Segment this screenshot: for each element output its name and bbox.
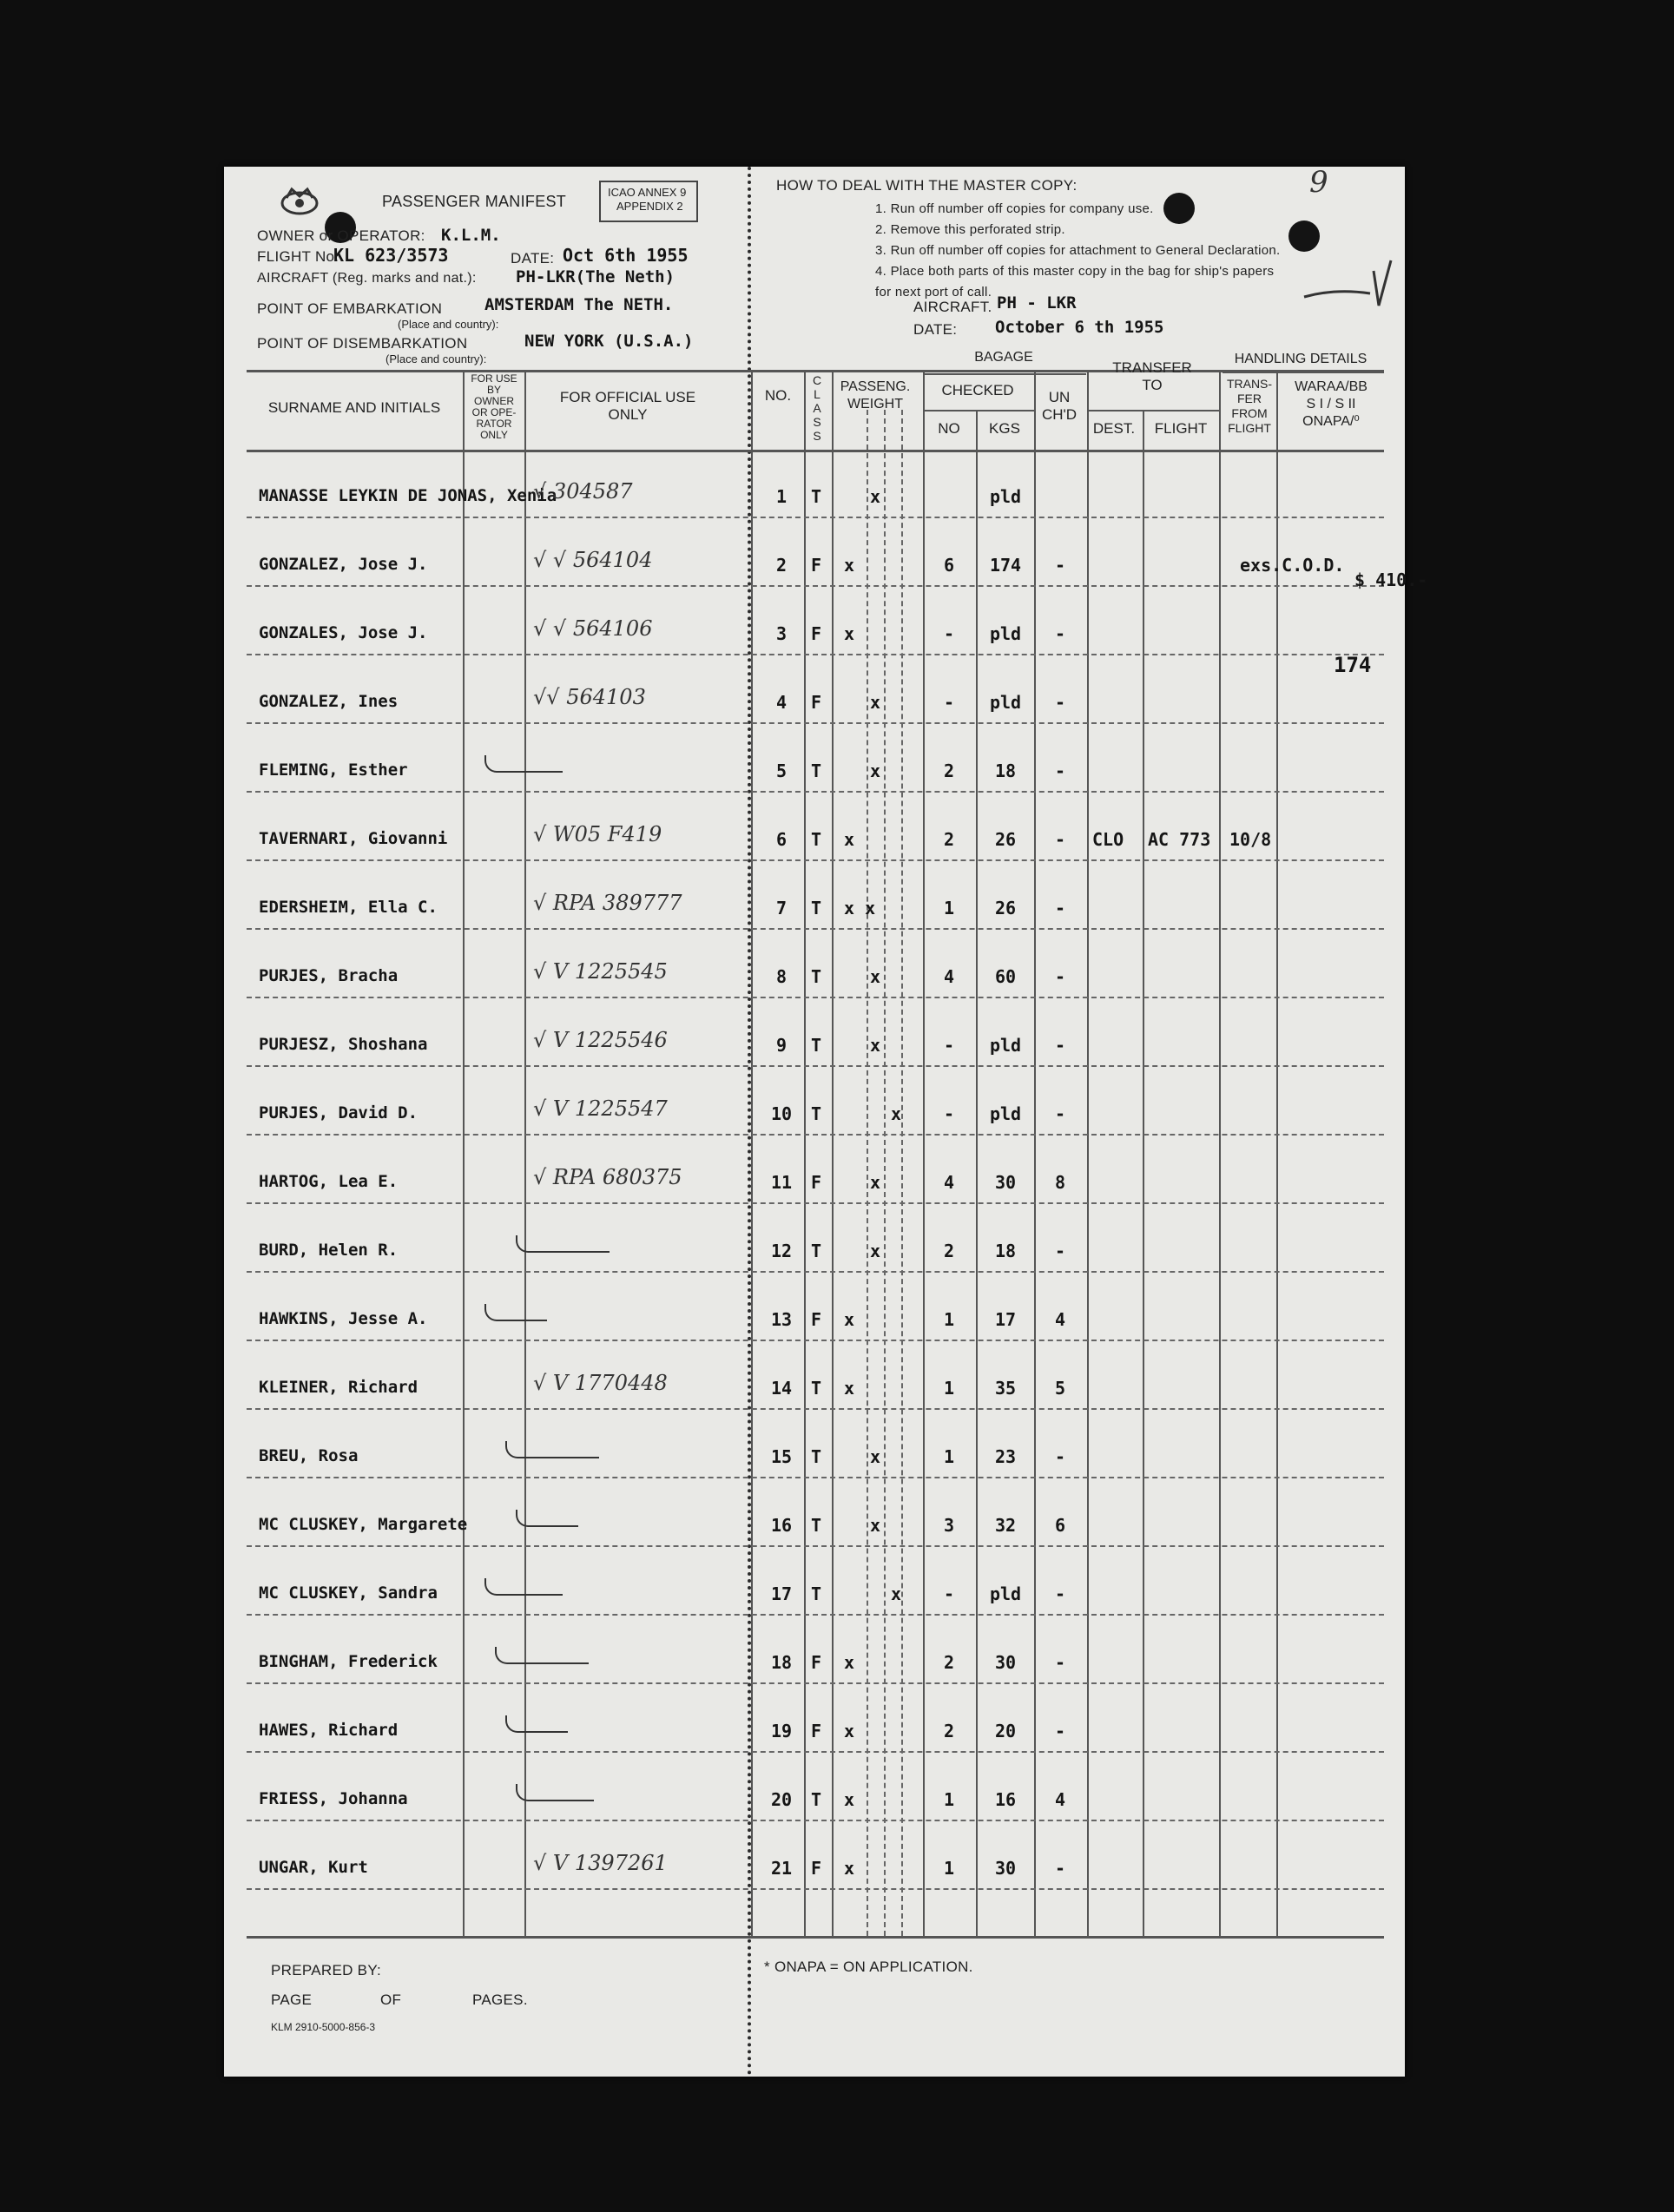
cell-unchecked: - xyxy=(1054,1583,1066,1604)
cell-no: 6 xyxy=(775,829,788,850)
cell-class: F xyxy=(811,1309,822,1330)
header-line: ONLY xyxy=(480,429,508,441)
cell-weight-mark: x xyxy=(844,1789,855,1810)
annex-line1: ICAO ANNEX 9 xyxy=(608,186,687,199)
instruction-item: 2. Remove this perforated strip. xyxy=(875,222,1065,237)
cell-kgs: 32 xyxy=(994,1515,1017,1536)
cell-weight-mark: x xyxy=(844,1309,855,1330)
punch-hole xyxy=(1288,221,1320,252)
cell-bag-no: - xyxy=(943,623,955,644)
cell-unchecked: - xyxy=(1054,623,1066,644)
owner-value: K.L.M. xyxy=(441,226,501,245)
cell-unchecked: - xyxy=(1054,829,1066,850)
header-line: FOR USE xyxy=(471,372,517,385)
disembarkation-value: NEW YORK (U.S.A.) xyxy=(524,332,694,351)
table-row xyxy=(224,736,1405,806)
cell-official: √ V 1225545 xyxy=(533,959,668,984)
table-row xyxy=(224,1491,1405,1560)
cell-bag-no: 4 xyxy=(943,966,955,987)
col-header-transfer-from xyxy=(1223,377,1276,436)
cell-name: FLEMING, Esther xyxy=(259,760,408,780)
col-header-class xyxy=(804,373,830,443)
cell-bag-no: 1 xyxy=(943,1446,955,1467)
table-row xyxy=(224,1765,1405,1834)
cell-unchecked: - xyxy=(1054,692,1066,713)
header-line: WEIGHT xyxy=(847,397,903,411)
cell-name: MANASSE LEYKIN DE JONAS, Xenia xyxy=(259,486,557,505)
cell-class: T xyxy=(811,829,822,850)
cell-weight-mark: x xyxy=(870,1446,881,1467)
cell-kgs: 35 xyxy=(994,1378,1017,1399)
header-line: TRANS- xyxy=(1226,377,1273,391)
cell-weight-mark: x xyxy=(844,829,855,850)
cell-class: F xyxy=(811,1858,822,1879)
cell-weight-mark: x xyxy=(891,1103,902,1124)
cell-bag-no: 2 xyxy=(943,1652,955,1673)
cell-unchecked: 4 xyxy=(1054,1789,1066,1810)
col-header-dest: DEST. xyxy=(1092,420,1136,437)
cell-weight-mark: x xyxy=(870,760,881,781)
cell-class: T xyxy=(811,966,822,987)
cell-name: FRIESS, Johanna xyxy=(259,1789,408,1808)
aircraft-value: PH-LKR(The Neth) xyxy=(516,267,676,286)
cell-no: 7 xyxy=(775,898,788,918)
table-row xyxy=(224,530,1405,600)
cell-flight: AC 773 xyxy=(1148,829,1211,850)
header-line: OWNER xyxy=(474,395,514,407)
cell-name: EDERSHEIM, Ella C. xyxy=(259,898,438,917)
place-country-hint: (Place and country): xyxy=(386,352,487,365)
table-row xyxy=(224,462,1405,531)
cell-bag-no: 1 xyxy=(943,898,955,918)
annex-line2: APPENDIX 2 xyxy=(616,200,683,213)
col-header-transfer-to xyxy=(1087,359,1217,394)
cell-official: √ W05 F419 xyxy=(533,822,662,846)
handwritten-check-mark xyxy=(495,1647,589,1664)
cell-name: KLEINER, Richard xyxy=(259,1378,418,1397)
cell-weight-mark: x xyxy=(870,486,881,507)
cell-no: 17 xyxy=(770,1583,793,1604)
cell-bag-no: - xyxy=(943,1583,955,1604)
cell-kgs: 23 xyxy=(994,1446,1017,1467)
klm-crown-logo xyxy=(280,186,320,215)
cell-class: T xyxy=(811,1583,822,1604)
cell-kgs: 20 xyxy=(994,1721,1017,1741)
col-header-waraa xyxy=(1280,379,1382,431)
cell-class: T xyxy=(811,898,822,918)
col-header-official-use xyxy=(528,389,728,424)
cell-kgs: 17 xyxy=(994,1309,1017,1330)
cell-name: PURJES, Bracha xyxy=(259,966,399,985)
cell-name: BURD, Helen R. xyxy=(259,1241,399,1260)
cell-name: UNGAR, Kurt xyxy=(259,1858,368,1877)
instr-aircraft-label: AIRCRAFT. xyxy=(913,299,992,315)
table-row xyxy=(224,1833,1405,1903)
table-row xyxy=(224,1285,1405,1354)
cell-unchecked: - xyxy=(1054,1652,1066,1673)
cell-bag-no: 1 xyxy=(943,1858,955,1879)
cell-kgs: 60 xyxy=(994,966,1017,987)
cell-class: T xyxy=(811,1789,822,1810)
header-line: FROM xyxy=(1231,406,1268,420)
flight-label: FLIGHT No. xyxy=(257,248,339,265)
cell-unchecked: - xyxy=(1054,760,1066,781)
cell-class: F xyxy=(811,1721,822,1741)
instr-date-label: DATE: xyxy=(913,321,958,338)
header-line: L xyxy=(814,387,821,401)
header-line: BY xyxy=(486,384,501,396)
cell-no: 9 xyxy=(775,1035,788,1056)
table-row xyxy=(224,1559,1405,1629)
cell-class: T xyxy=(811,1378,822,1399)
cell-no: 5 xyxy=(775,760,788,781)
table-row xyxy=(224,1079,1405,1149)
cell-no: 8 xyxy=(775,966,788,987)
cell-no: 11 xyxy=(770,1172,793,1193)
cell-unchecked: - xyxy=(1054,1721,1066,1741)
cell-class: F xyxy=(811,623,822,644)
cell-kgs: pld xyxy=(989,1103,1022,1124)
cell-no: 1 xyxy=(775,486,788,507)
embarkation-value: AMSTERDAM The NETH. xyxy=(484,295,674,314)
cell-name: MC CLUSKEY, Sandra xyxy=(259,1583,438,1603)
cell-class: T xyxy=(811,1241,822,1261)
header-bottom-border xyxy=(247,450,1384,452)
prepared-by-label: PREPARED BY: xyxy=(271,1962,382,1978)
checked-divider xyxy=(923,410,1034,411)
cell-unchecked: - xyxy=(1054,966,1066,987)
cell-no: 13 xyxy=(770,1309,793,1330)
col-header-handling: HANDLING DETAILS xyxy=(1234,352,1368,366)
cell-no: 10 xyxy=(770,1103,793,1124)
cell-bag-no: 2 xyxy=(943,1241,955,1261)
cell-kgs: 26 xyxy=(994,829,1017,850)
col-header-bag-no: NO xyxy=(938,420,960,437)
header-line: CH'D xyxy=(1041,406,1078,423)
cell-class: T xyxy=(811,1035,822,1056)
cell-unchecked: 4 xyxy=(1054,1309,1066,1330)
header-line: TRANSFER xyxy=(1112,359,1192,376)
table-bottom-border xyxy=(247,1936,1384,1939)
cell-official: √√ 564103 xyxy=(533,685,646,709)
cell-kgs: 30 xyxy=(994,1172,1017,1193)
cell-class: F xyxy=(811,555,822,576)
cell-bag-no: 2 xyxy=(943,829,955,850)
form-code: KLM 2910-5000-856-3 xyxy=(271,2021,376,2033)
cell-transfer-from: 10/8 xyxy=(1229,829,1272,850)
cell-name: PURJESZ, Shoshana xyxy=(259,1035,428,1054)
cell-no: 20 xyxy=(770,1789,793,1810)
transfer-divider xyxy=(1087,410,1219,411)
instruction-item: 4. Place both parts of this master copy in the bag for ship's papers xyxy=(875,264,1275,279)
cell-name: HAWKINS, Jesse A. xyxy=(259,1309,428,1328)
header-line: FOR OFFICIAL USE xyxy=(559,389,696,405)
table-row xyxy=(224,668,1405,737)
cell-kgs: pld xyxy=(989,486,1022,507)
table-row xyxy=(224,1148,1405,1217)
cell-no: 15 xyxy=(770,1446,793,1467)
cell-official: √ RPA 389777 xyxy=(533,891,682,915)
header-line: ONLY xyxy=(608,406,648,423)
cell-official: √ √ 564104 xyxy=(533,548,653,572)
manifest-paper xyxy=(224,165,1428,2077)
header-line: ONAPA/⁰ xyxy=(1302,414,1360,429)
cell-name: BREU, Rosa xyxy=(259,1446,359,1465)
cell-class: T xyxy=(811,486,822,507)
cell-weight-mark: x xyxy=(844,1378,855,1399)
table-row xyxy=(224,1011,1405,1080)
amount-note: $ 410.- xyxy=(1354,569,1428,590)
aircraft-label: AIRCRAFT (Reg. marks and nat.): xyxy=(257,271,477,286)
instruction-item: 3. Run off number off copies for attachment to General Declaration. xyxy=(875,243,1281,258)
cell-official: √ V 1225547 xyxy=(533,1096,668,1121)
cell-kgs: 30 xyxy=(994,1652,1017,1673)
table-row xyxy=(224,1353,1405,1423)
col-header-unchecked xyxy=(1035,389,1084,424)
manifest-title: PASSENGER MANIFEST xyxy=(382,193,567,210)
table-row xyxy=(224,1628,1405,1697)
col-header-flight: FLIGHT xyxy=(1154,420,1208,437)
header-line: C xyxy=(812,373,822,387)
corner-handwritten-mark: 9 xyxy=(1309,165,1328,200)
cell-bag-no: - xyxy=(943,1103,955,1124)
bagage-divider xyxy=(923,373,1086,375)
handwritten-check-mark xyxy=(484,1578,563,1596)
instructions-title: HOW TO DEAL WITH THE MASTER COPY: xyxy=(776,177,1078,194)
cell-official: √ V 1397261 xyxy=(533,1851,668,1875)
cell-no: 2 xyxy=(775,555,788,576)
handling-divider xyxy=(1223,372,1384,373)
header-line: OR OPE- xyxy=(471,406,517,418)
embarkation-label: POINT OF EMBARKATION xyxy=(257,300,443,317)
place-country-hint: (Place and country): xyxy=(398,318,499,331)
cell-bag-no: 1 xyxy=(943,1378,955,1399)
pages-label: PAGES. xyxy=(472,1991,528,2008)
cell-name: GONZALEZ, Jose J. xyxy=(259,555,428,574)
cell-bag-no: 2 xyxy=(943,760,955,781)
table-row xyxy=(224,1422,1405,1491)
cell-weight-mark: x xyxy=(844,623,855,644)
header-line: TO xyxy=(1142,377,1163,393)
cell-unchecked: - xyxy=(1054,1858,1066,1879)
cell-class: T xyxy=(811,1103,822,1124)
cell-name: PURJES, David D. xyxy=(259,1103,418,1122)
cell-bag-no: - xyxy=(943,1035,955,1056)
cell-no: 3 xyxy=(775,623,788,644)
cell-name: GONZALEZ, Ines xyxy=(259,692,399,711)
cell-class: T xyxy=(811,1446,822,1467)
cell-kgs: pld xyxy=(989,1583,1022,1604)
cell-weight-mark: x xyxy=(844,1652,855,1673)
cell-official: √ V 1225546 xyxy=(533,1028,668,1052)
cell-kgs: 18 xyxy=(994,760,1017,781)
cell-handling: exs.C.O.D. xyxy=(1240,555,1345,576)
cell-no: 4 xyxy=(775,692,788,713)
cell-class: F xyxy=(811,1652,822,1673)
corner-signature-mark xyxy=(1301,253,1396,314)
handwritten-check-mark xyxy=(505,1441,599,1458)
handwritten-check-mark xyxy=(484,1304,547,1321)
cell-bag-no: 3 xyxy=(943,1515,955,1536)
cell-unchecked: 8 xyxy=(1054,1172,1066,1193)
cell-class: F xyxy=(811,1172,822,1193)
instruction-item: for next port of call. xyxy=(875,285,992,300)
cell-official: √ V 1770448 xyxy=(533,1371,668,1395)
cell-weight-mark: x xyxy=(870,1241,881,1261)
table-row xyxy=(224,873,1405,943)
header-line: FER xyxy=(1237,392,1262,405)
onapa-note: * ONAPA = ON APPLICATION. xyxy=(764,1959,973,1975)
cell-kgs: 30 xyxy=(994,1858,1017,1879)
col-header-no: NO. xyxy=(764,387,792,404)
disembarkation-label: POINT OF DISEMBARKATION xyxy=(257,335,468,352)
cell-weight-mark: x xyxy=(844,1858,855,1879)
cell-unchecked: - xyxy=(1054,1103,1066,1124)
cell-name: BINGHAM, Frederick xyxy=(259,1652,438,1671)
cell-kgs: pld xyxy=(989,692,1022,713)
cell-unchecked: 6 xyxy=(1054,1515,1066,1536)
header-line: UN xyxy=(1048,389,1071,405)
table-row xyxy=(224,1696,1405,1766)
header-line: S xyxy=(813,429,821,443)
total-kgs-note: 174 xyxy=(1334,653,1372,677)
col-header-bagage: BAGAGE xyxy=(974,350,1033,365)
table-row xyxy=(224,599,1405,668)
cell-name: MC CLUSKEY, Margarete xyxy=(259,1515,468,1534)
header-line: FLIGHT xyxy=(1228,421,1271,435)
cell-official: √ RPA 680375 xyxy=(533,1165,682,1189)
table-row xyxy=(224,1216,1405,1286)
cell-weight-mark: x xyxy=(870,1515,881,1536)
header-line: S xyxy=(813,415,821,429)
cell-kgs: pld xyxy=(989,1035,1022,1056)
col-header-kgs: KGS xyxy=(989,420,1020,437)
cell-class: T xyxy=(811,760,822,781)
header-line: PASSENG. xyxy=(840,379,911,394)
cell-weight-mark: x x xyxy=(844,898,876,918)
table-row xyxy=(224,942,1405,1011)
date-value: Oct 6th 1955 xyxy=(563,245,689,266)
cell-no: 16 xyxy=(770,1515,793,1536)
instruction-item: 1. Run off number off copies for company use. xyxy=(875,201,1154,216)
cell-name: HAWES, Richard xyxy=(259,1721,399,1740)
handwritten-check-mark xyxy=(484,755,563,773)
cell-bag-no: 1 xyxy=(943,1789,955,1810)
cell-weight-mark: x xyxy=(844,1721,855,1741)
cell-weight-mark: x xyxy=(870,966,881,987)
cell-no: 12 xyxy=(770,1241,793,1261)
header-line: S I / S II xyxy=(1306,397,1356,411)
handwritten-check-mark xyxy=(516,1784,594,1801)
cell-weight-mark: x xyxy=(891,1583,902,1604)
col-header-for-use xyxy=(467,373,521,441)
header-line: WARAA/BB xyxy=(1295,379,1368,394)
cell-unchecked: - xyxy=(1054,898,1066,918)
date-label: DATE: xyxy=(511,250,555,267)
cell-official: √ √ 564106 xyxy=(533,616,653,641)
page-label: PAGE xyxy=(271,1991,313,2008)
cell-official: √ 304587 xyxy=(533,479,633,504)
cell-unchecked: - xyxy=(1054,1241,1066,1261)
flight-value: KL 623/3573 xyxy=(333,245,449,266)
cell-unchecked: - xyxy=(1054,1446,1066,1467)
col-header-passeng-weight xyxy=(832,379,919,413)
instr-aircraft-value: PH - LKR xyxy=(997,293,1077,313)
handwritten-check-mark xyxy=(505,1715,568,1733)
punch-hole xyxy=(1163,193,1195,224)
handwritten-check-mark xyxy=(516,1510,578,1527)
cell-class: F xyxy=(811,692,822,713)
cell-unchecked: - xyxy=(1054,1035,1066,1056)
cell-kgs: 18 xyxy=(994,1241,1017,1261)
cell-no: 14 xyxy=(770,1378,793,1399)
instr-date-value: October 6 th 1955 xyxy=(995,318,1164,337)
of-label: OF xyxy=(380,1991,402,2008)
header-line: A xyxy=(813,401,821,415)
handwritten-check-mark xyxy=(516,1235,610,1253)
owner-label: OWNER or OPERATOR: xyxy=(257,227,425,244)
cell-bag-no: 4 xyxy=(943,1172,955,1193)
cell-weight-mark: x xyxy=(870,692,881,713)
cell-unchecked: - xyxy=(1054,555,1066,576)
col-header-surname: SURNAME AND INITIALS xyxy=(267,399,441,416)
cell-weight-mark: x xyxy=(870,1035,881,1056)
cell-bag-no: 1 xyxy=(943,1309,955,1330)
cell-bag-no: 6 xyxy=(943,555,955,576)
cell-kgs: 26 xyxy=(994,898,1017,918)
cell-name: HARTOG, Lea E. xyxy=(259,1172,399,1191)
cell-name: GONZALES, Jose J. xyxy=(259,623,428,642)
cell-weight-mark: x xyxy=(870,1172,881,1193)
col-header-checked: CHECKED xyxy=(941,382,1014,398)
cell-no: 18 xyxy=(770,1652,793,1673)
cell-unchecked: 5 xyxy=(1054,1378,1066,1399)
cell-name: TAVERNARI, Giovanni xyxy=(259,829,448,848)
cell-class: T xyxy=(811,1515,822,1536)
cell-no: 21 xyxy=(770,1858,793,1879)
cell-kgs: 16 xyxy=(994,1789,1017,1810)
cell-no: 19 xyxy=(770,1721,793,1741)
cell-bag-no: 2 xyxy=(943,1721,955,1741)
table-row xyxy=(224,805,1405,874)
header-line: RATOR xyxy=(476,418,512,430)
cell-kgs: 174 xyxy=(989,555,1022,576)
cell-weight-mark: x xyxy=(844,555,855,576)
cell-bag-no: - xyxy=(943,692,955,713)
cell-dest: CLO xyxy=(1092,829,1124,850)
cell-kgs: pld xyxy=(989,623,1022,644)
